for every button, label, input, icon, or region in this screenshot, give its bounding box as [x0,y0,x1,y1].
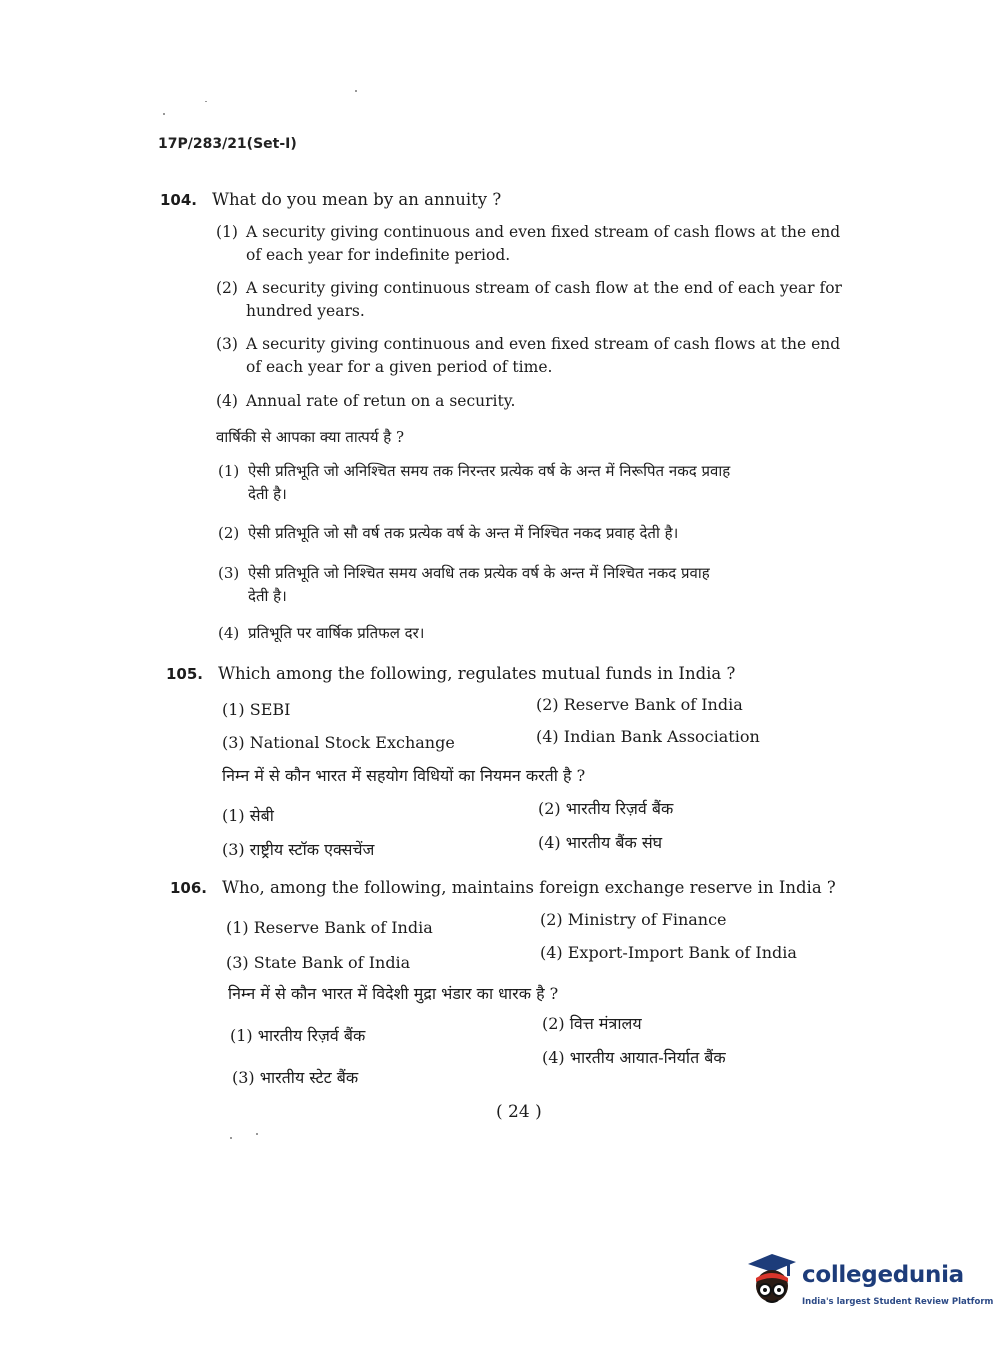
mascot-icon [742,1246,802,1318]
option-en-1: (1) Reserve Bank of India [226,918,433,937]
logo-wordmark: collegedunia [802,1262,964,1288]
option-hi-4: (4) भारतीय आयात-निर्यात बैंक [542,1048,726,1067]
option-hi-4: (4) प्रतिभूति पर वार्षिक प्रतिफल दर। [218,624,425,642]
option-en-1: (1) A security giving continuous and even fixed stream of cash flows at the end of each year for indefinite period. [216,223,841,264]
option-hi-3: (3) भारतीय स्टेट बैंक [232,1068,359,1087]
question-105 [166,664,735,683]
question-stem-en: 104. What do you mean by an annuity ? [160,190,502,209]
option-hi-3: (3) ऐसी प्रतिभूति जो निश्चित समय अवधि तक प्रत्येक वर्ष के अन्त में निश्चित नकद प्रवाह देती है। [218,564,710,605]
logo-tagline: India's largest Student Review Platform [802,1297,994,1307]
question-number: 105. [166,665,204,683]
scan-speck [230,1137,232,1139]
option-hi-1: (1) सेबी [222,806,274,825]
page-number: ( 24 ) [496,1102,542,1122]
scan-speck [256,1133,258,1135]
option-hi-1: (1) भारतीय रिज़र्व बैंक [230,1026,366,1045]
collegedunia-logo [742,1246,994,1318]
question-number: 104. [160,191,198,209]
option-hi-2: (2) वित्त मंत्रालय [542,1014,642,1033]
paper-code: 17P/283/21(Set-I) [158,136,297,152]
option-en-4: (4) Export-Import Bank of India [540,943,797,962]
scan-speck [355,90,357,92]
option-en-3: (3) National Stock Exchange [222,733,455,752]
scan-speck [205,101,207,102]
option-hi-2: (2) ऐसी प्रतिभूति जो सौ वर्ष तक प्रत्येक वर्ष के अन्त में निश्चित नकद प्रवाह देती है। [218,524,679,542]
option-en-4: (4) Indian Bank Association [536,727,760,746]
scan-speck [163,113,165,115]
option-hi-1: (1) ऐसी प्रतिभूति जो अनिश्चित समय तक निरन्तर प्रत्येक वर्ष के अन्त में निरूपित नकद प्रवाह देती है। [218,462,731,503]
question-stem-hi: वार्षिकी से आपका क्या तात्पर्य है ? [216,428,405,446]
option-en-2: (2) A security giving continuous stream of cash flow at the end of each year for hundred years. [216,279,842,320]
question-number: 106. [170,879,208,897]
option-en-3: (3) State Bank of India [226,953,411,972]
option-en-2: (2) Ministry of Finance [540,910,727,929]
option-en-2: (2) Reserve Bank of India [536,695,743,714]
question-stem-en: 106. Who, among the following, maintains foreign exchange reserve in India ? [170,878,836,897]
question-stem-en: 105. Which among the following, regulates mutual funds in India ? [166,664,736,683]
question-104 [160,190,501,209]
question-stem-hi: निम्न में से कौन भारत में विदेशी मुद्रा भंडार का धारक है ? [228,984,559,1003]
option-en-1: (1) SEBI [222,700,291,719]
question-stem-hi: निम्न में से कौन भारत में सहयोग विधियों का नियमन करती है ? [222,766,586,785]
option-en-3: (3) A security giving continuous and even fixed stream of cash flows at the end of each year for a given period of time. [216,335,841,376]
question-106 [170,878,836,897]
option-hi-4: (4) भारतीय बैंक संघ [538,833,663,852]
option-hi-2: (2) भारतीय रिज़र्व बैंक [538,799,674,818]
option-hi-3: (3) राष्ट्रीय स्टॉक एक्सचेंज [222,840,375,859]
option-en-4: (4) Annual rate of retun on a security. [216,392,516,410]
